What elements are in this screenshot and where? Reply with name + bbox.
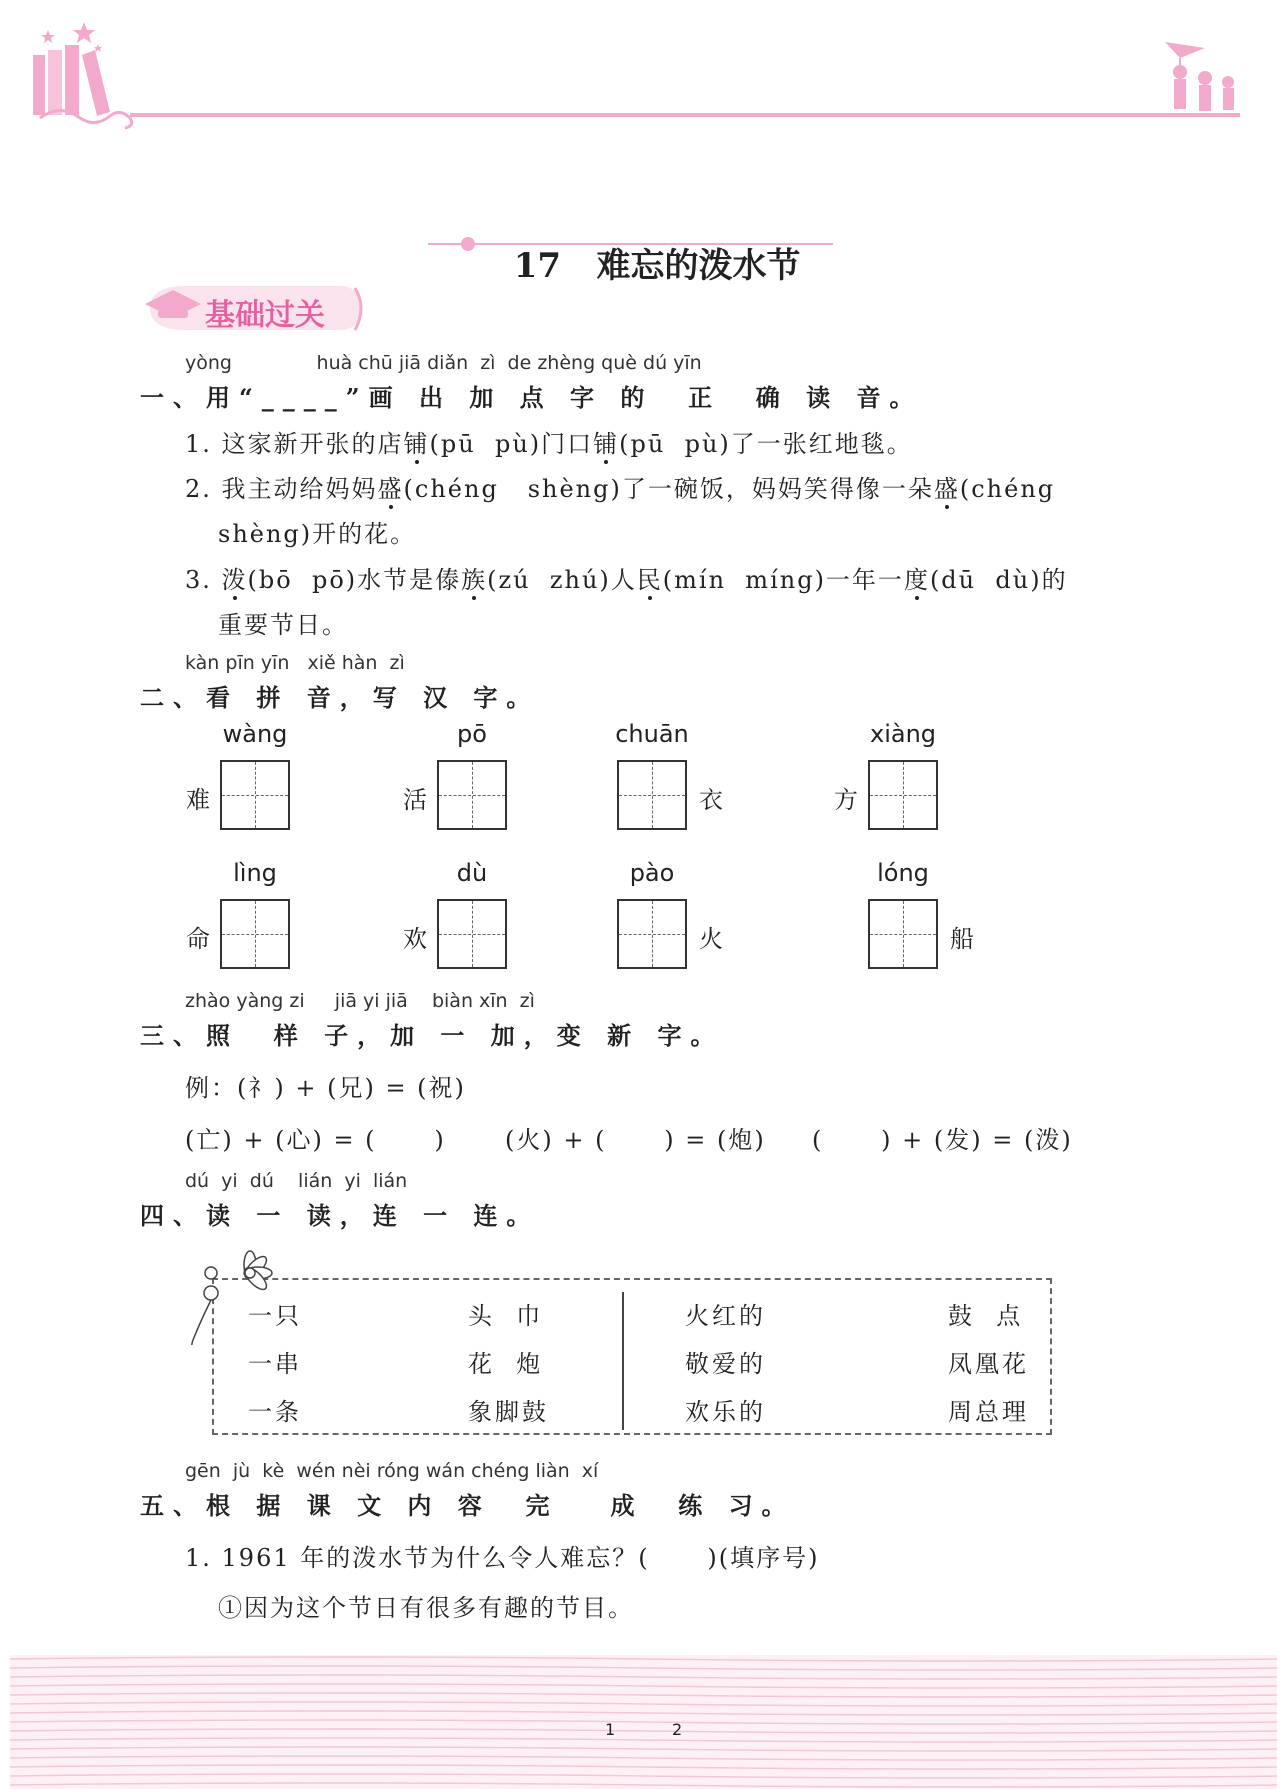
box-pinyin: chuān xyxy=(615,720,689,748)
q5-question-1: 1. 1961 年的泼水节为什么令人难忘？( )(填序号) xyxy=(185,1544,820,1572)
q1-item-3: 3. 泼(bō pō)水节是傣族(zú zhú)人民(mín míng)一年一度(dū dù)的 xyxy=(185,566,1068,594)
matching-box xyxy=(212,1278,1052,1435)
box-suffix-char: 船 xyxy=(950,925,974,953)
books-icon xyxy=(33,45,110,116)
q1-heading: 一、用“____”画 出 加 点 字 的 正 确 读 音。 xyxy=(140,383,923,412)
matching-divider xyxy=(622,1292,624,1430)
box-pinyin: xiàng xyxy=(869,720,937,748)
q1-item-2-cont: shèng)开的花。 xyxy=(218,520,417,548)
box-prefix-char: 难 xyxy=(186,786,210,814)
box-pinyin: pào xyxy=(629,859,675,887)
q1-pinyin: yòng huà chū jiā diǎn zì de zhèng què dú yīn xyxy=(185,352,702,374)
page-number-left: 1 xyxy=(605,1720,616,1739)
writing-box[interactable] xyxy=(437,899,507,969)
page-number-right: 2 xyxy=(672,1720,683,1739)
box-prefix-char: 方 xyxy=(834,786,858,814)
box-prefix-char: 活 xyxy=(403,786,427,814)
box-prefix-char: 欢 xyxy=(403,925,427,953)
writing-box[interactable] xyxy=(617,760,687,830)
q1-item-2: 2. 我主动给妈妈盛(chéng shèng)了一碗饭，妈妈笑得像一朵盛(chéng xyxy=(185,475,1056,503)
match-item[interactable]: 花 炮 xyxy=(468,1350,544,1378)
match-item[interactable]: 凤凰花 xyxy=(948,1350,1029,1378)
writing-box[interactable] xyxy=(617,899,687,969)
q4-heading: 四、读 一 读，连 一 连。 xyxy=(140,1201,540,1230)
match-item[interactable]: 敬爱的 xyxy=(685,1350,766,1378)
q3-pinyin: zhào yàng zi jiā yi jiā biàn xīn zì xyxy=(185,990,535,1012)
match-item[interactable]: 一条 xyxy=(248,1398,302,1426)
section-badge-label: 基础过关 xyxy=(205,298,325,333)
box-suffix-char: 衣 xyxy=(699,786,723,814)
children-kite-icon xyxy=(1165,42,1234,111)
q2-heading: 二、看 拼 音，写 汉 字。 xyxy=(140,683,540,712)
q1-item-3-cont: 重要节日。 xyxy=(218,611,348,639)
q3-blank-1[interactable]: (亡) + (心) = ( ) xyxy=(185,1126,446,1154)
lesson-number: 17 xyxy=(513,246,562,286)
box-pinyin: lìng xyxy=(233,859,277,887)
match-item[interactable]: 周总理 xyxy=(948,1398,1029,1426)
q4-pinyin: dú yi dú lián yi lián xyxy=(185,1170,408,1192)
box-pinyin: dù xyxy=(456,859,488,887)
match-item[interactable]: 一串 xyxy=(248,1350,302,1378)
box-prefix-char: 命 xyxy=(186,925,210,953)
q2-pinyin: kàn pīn yīn xiě hàn zì xyxy=(185,652,405,674)
q3-example: 例：(礻) + (兄) = (祝) xyxy=(185,1074,466,1102)
writing-box[interactable] xyxy=(220,760,290,830)
box-suffix-char: 火 xyxy=(699,925,723,953)
match-item[interactable]: 火红的 xyxy=(685,1302,766,1330)
match-item[interactable]: 鼓 点 xyxy=(948,1302,1024,1330)
header-decoration xyxy=(0,0,1287,140)
match-item[interactable]: 欢乐的 xyxy=(685,1398,766,1426)
q3-blank-3[interactable]: ( ) + (发) = (泼) xyxy=(812,1126,1073,1154)
q3-heading: 三、照 样 子，加 一 加，变 新 字。 xyxy=(140,1021,724,1050)
lesson-title: 难忘的泼水节 xyxy=(596,246,801,286)
q5-option-1: ①因为这个节日有很多有趣的节目。 xyxy=(218,1594,634,1622)
q5-heading: 五、根 据 课 文 内 容 完 成 练 习。 xyxy=(140,1491,795,1520)
match-item[interactable]: 象脚鼓 xyxy=(468,1398,549,1426)
writing-box[interactable] xyxy=(437,760,507,830)
box-pinyin: wàng xyxy=(222,720,288,748)
writing-box[interactable] xyxy=(868,760,938,830)
q3-blank-2[interactable]: (火) + ( ) = (炮) xyxy=(505,1126,766,1154)
q1-item-1: 1. 这家新开张的店铺(pū pù)门口铺(pū pù)了一张红地毯。 xyxy=(185,430,913,458)
q5-pinyin: gēn jù kè wén nèi róng wán chéng liàn xí xyxy=(185,1460,599,1482)
title-underline xyxy=(428,236,838,256)
match-item[interactable]: 一只 xyxy=(248,1302,302,1330)
writing-box[interactable] xyxy=(220,899,290,969)
box-pinyin: pō xyxy=(457,720,487,748)
footer-stripes xyxy=(10,1655,1277,1789)
box-pinyin: lóng xyxy=(877,859,929,887)
match-item[interactable]: 头 巾 xyxy=(468,1302,544,1330)
writing-box[interactable] xyxy=(868,899,938,969)
